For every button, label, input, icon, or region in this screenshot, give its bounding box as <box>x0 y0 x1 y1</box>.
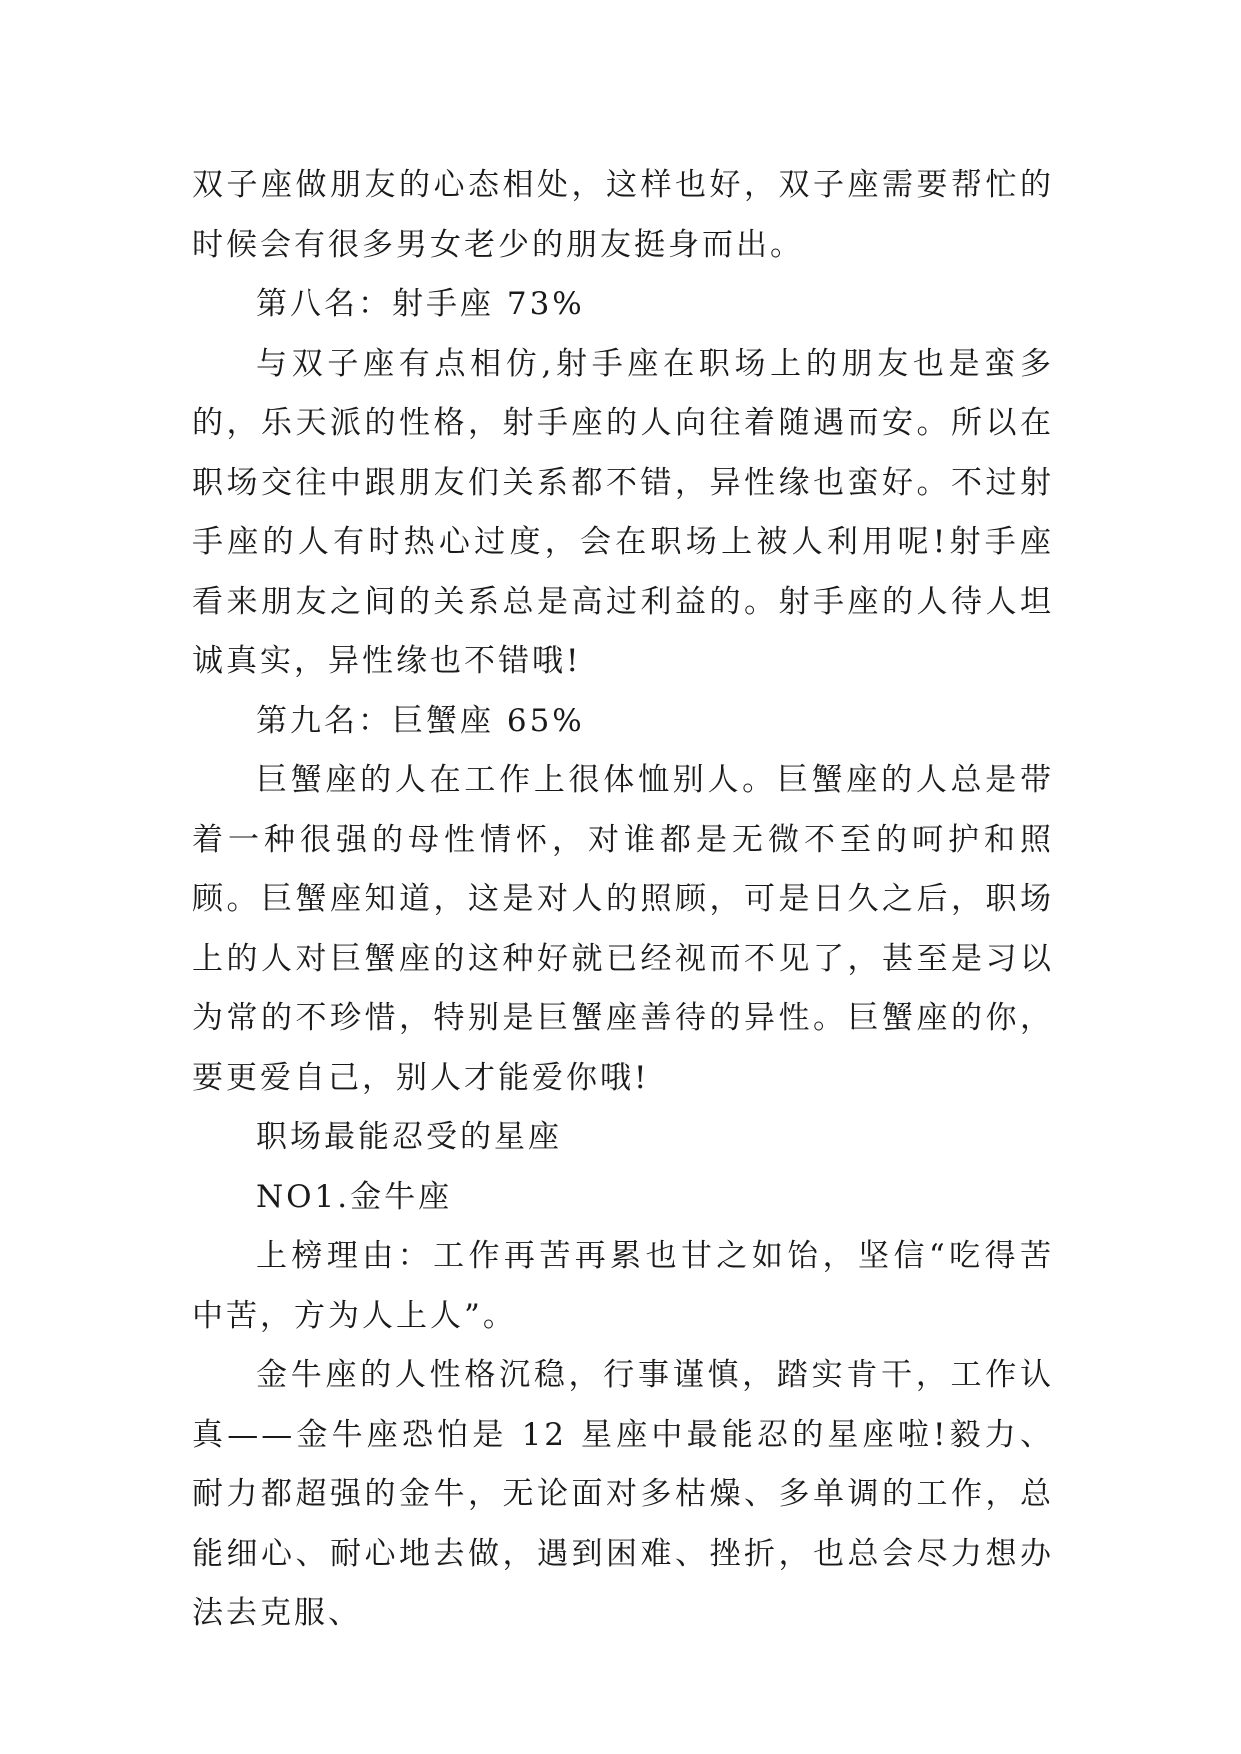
paragraph-gemini-continued: 双子座做朋友的心态相处，这样也好，双子座需要帮忙的时候会有很多男女老少的朋友挺身而出。 <box>192 167 1054 263</box>
paragraph-sagittarius: 与双子座有点相仿,射手座在职场上的朋友也是蛮多的，乐天派的性格，射手座的人向往着随遇而安。所以在职场交往中跟朋友们关系都不错，异性缘也蛮好。不过射手座的人有时热心过度，会在职场上被人利用呢!射手座看来朋友之间的关系总是高过利益的。射手座的人待人坦诚真实，异性缘也不错哦! <box>192 345 1054 679</box>
heading-no1-taurus: NO1.金牛座 <box>256 1178 453 1215</box>
heading-rank-9-cancer: 第九名：巨蟹座 65% <box>256 702 585 739</box>
paragraph-taurus-description: 金牛座的人性格沉稳，行事谨慎，踏实肯干，工作认真——金牛座恐怕是 12 星座中最能忍的星座啦!毅力、耐力都超强的金牛，无论面对多枯燥、多单调的工作，总能细心、耐心地去做，遇到困难、挫折，也总会尽力想办法去克服、 <box>192 1357 1054 1631</box>
paragraph-cancer: 巨蟹座的人在工作上很体恤别人。巨蟹座的人总是带着一种很强的母性情怀，对谁都是无微不至的呵护和照顾。巨蟹座知道，这是对人的照顾，可是日久之后，职场上的人对巨蟹座的这种好就已经视而不见了，甚至是习以为常的不珍惜，特别是巨蟹座善待的异性。巨蟹座的你，要更爱自己，别人才能爱你哦! <box>192 762 1054 1096</box>
paragraph-taurus-reason: 上榜理由：工作再苦再累也甘之如饴，坚信“吃得苦中苦，方为人上人”。 <box>192 1238 1054 1334</box>
document-page <box>192 156 1054 1644</box>
heading-rank-8-sagittarius: 第八名：射手座 73% <box>256 286 585 322</box>
section-title-most-enduring: 职场最能忍受的星座 <box>256 1119 562 1155</box>
